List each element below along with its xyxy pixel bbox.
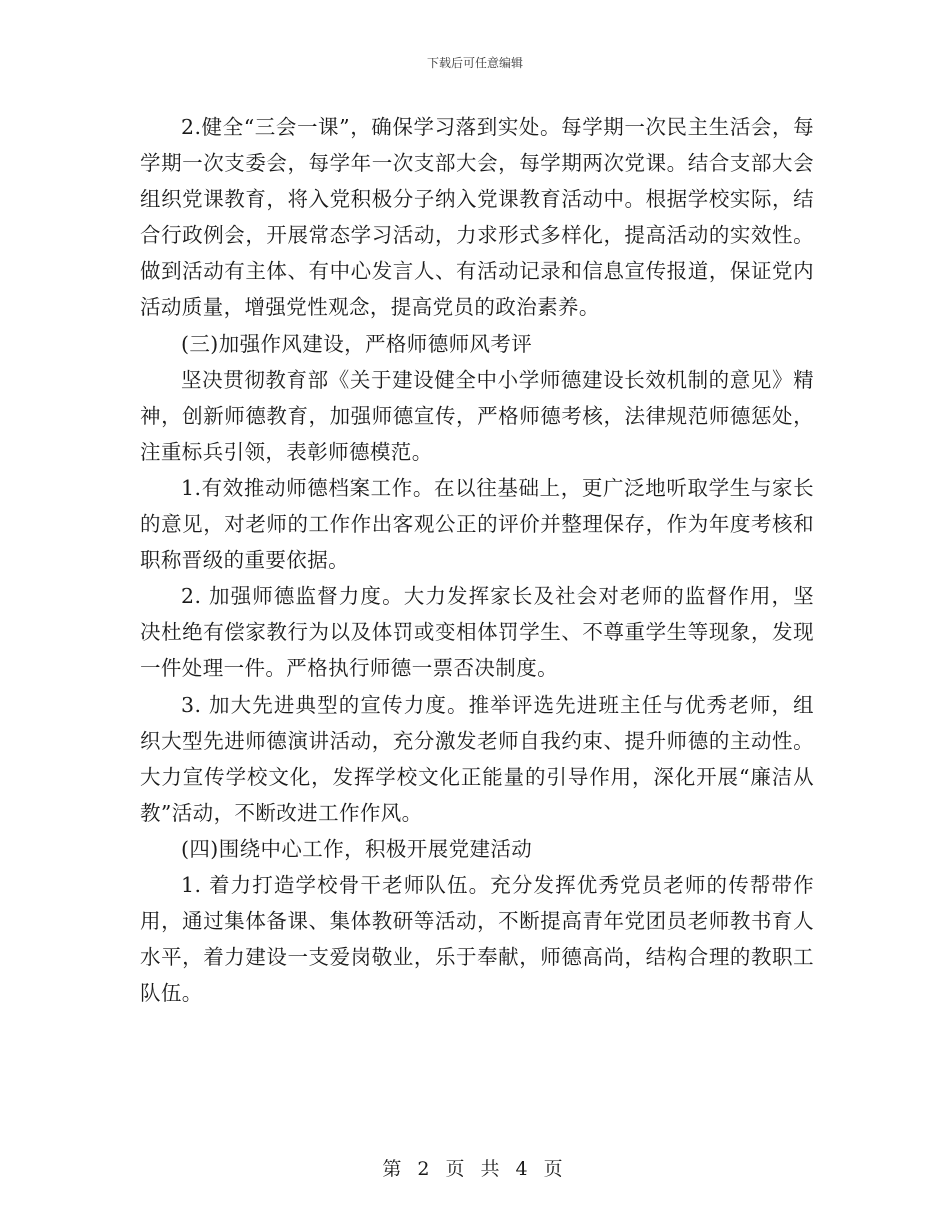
- paragraph-ethics-publicity: 3. 加大先进典型的宣传力度。推举评选先进班主任与优秀老师，组织大型先进师德演讲活动，充分激发老师自我约束、提升师德的主动性。大力宣传学校文化，发挥学校文化正能量的引导作用，深化开展“廉洁从教”活动，不断改进工作作风。: [140, 692, 814, 825]
- document-body: [140, 109, 814, 1011]
- paragraph-three-meetings-one-lesson: 2.健全“三会一课”，确保学习落到实处。每学期一次民主生活会，每学期一次支委会，每学年一次支部大会，每学期两次党课。结合支部大会组织党课教育，将入党积极分子纳入党课教育活动中。根据学校实际，结合行政例会，开展常态学习活动，力求形式多样化，提高活动的实效性。做到活动有主体、有中心发言人、有活动记录和信息宣传报道，保证党内活动质量，增强党性观念，提高党员的政治素养。: [140, 115, 814, 320]
- paragraph-backbone-teachers: 1. 着力打造学校骨干老师队伍。充分发挥优秀党员老师的传帮带作用，通过集体备课、集体教研等活动，不断提高青年党团员老师教书育人水平，着力建设一支爱岗敬业，乐于奉献，师德高尚，结构合理的教职工队伍。: [140, 872, 814, 1006]
- section-heading-4: (四)围绕中心工作，积极开展党建活动: [181, 836, 533, 861]
- section-heading-3: (三)加强作风建设，严格师德师风考评: [181, 331, 533, 356]
- paragraph-ethics-archive: 1.有效推动师德档案工作。在以往基础上，更广泛地听取学生与家长的意见，对老师的工作作出客观公正的评价并整理保存，作为年度考核和职称晋级的重要依据。: [140, 475, 814, 573]
- paragraph-ethics-intro: 坚决贯彻教育部《关于建设健全中小学师德建设长效机制的意见》精神，创新师德教育，加强师德宣传，严格师德考核，法律规范师德惩处，注重标兵引领，表彰师德模范。: [140, 367, 814, 464]
- page-header: 下载后可任意编辑: [426, 56, 523, 70]
- page-number-footer: 第 2 页 共 4 页: [382, 1158, 568, 1180]
- paragraph-ethics-supervision: 2. 加强师德监督力度。大力发挥家长及社会对老师的监督作用，坚决杜绝有偿家教行为以及体罚或变相体罚学生、不尊重学生等现象，发现一件处理一件。严格执行师德一票否决制度。: [140, 584, 814, 681]
